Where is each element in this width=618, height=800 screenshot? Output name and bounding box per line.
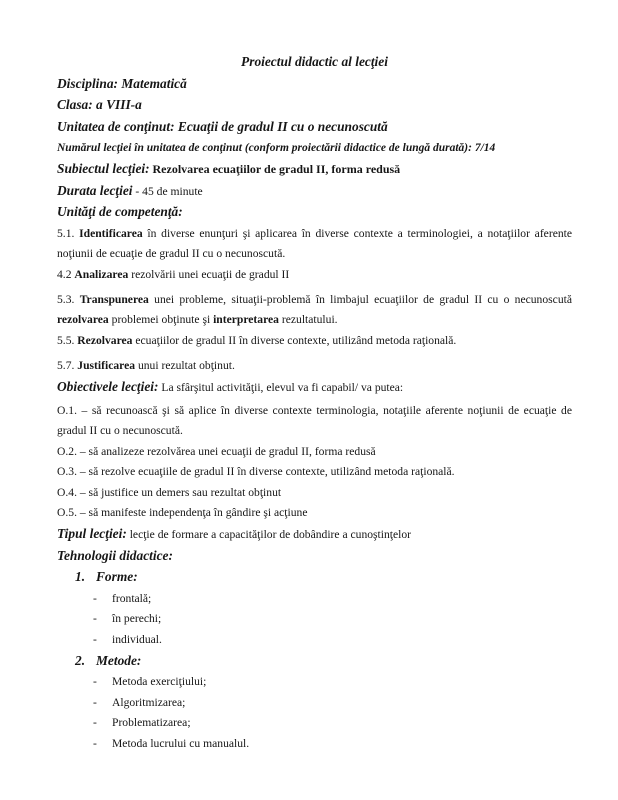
dash-bullet: -: [93, 591, 97, 605]
competenta-text: problemei obţinute şi: [111, 313, 211, 327]
dash-bullet: -: [93, 695, 97, 709]
line-tipul: [57, 524, 572, 546]
line-numarul: [57, 138, 572, 159]
competenta-keyword: Transpunerea: [79, 292, 149, 306]
competenta-text: unui rezultat obţinut.: [137, 359, 235, 373]
obiective-intro: La sfârşitul activităţii, elevul va fi capabil/ va putea:: [161, 380, 404, 394]
list-item-text: Metoda exerciţiului;: [112, 675, 207, 689]
list-item-text: individual.: [112, 633, 162, 647]
competenta-text: în diverse enunţuri şi aplicarea în diverse contexte a terminologiei, a notaţiilor aferente noţiunii de ecuaţie de gradul II cu o necunoscută.: [57, 226, 573, 261]
list-heading-forme: [57, 567, 572, 589]
competenta-text: rezolvării unei ecuaţii de gradul II: [131, 267, 290, 281]
competenta-keyword: Identificarea: [79, 226, 143, 240]
competenta-keyword: Justificarea: [77, 359, 136, 373]
list-item-metode-4: [57, 734, 572, 755]
competenta-text: unei probleme, situaţii-problemă în limbajul ecuaţiilor de gradul II cu o necunoscută: [154, 292, 572, 306]
dash-bullet: -: [93, 633, 97, 647]
list-item-metode-1: [57, 672, 572, 693]
list-item-text: Algoritmizarea;: [112, 695, 186, 709]
competenta-number: 5.1.: [57, 226, 75, 240]
tehnologii-heading-text: Tehnologii didactice:: [57, 547, 173, 563]
line-durata: [57, 181, 572, 203]
competente-heading-text: Unităţi de competenţă:: [57, 204, 183, 220]
unitatea-text: Unitatea de conţinut: Ecuaţii de gradul II cu o necunoscută: [57, 118, 388, 134]
competenta-number: 4.2: [57, 267, 72, 281]
competenta-number: 5.5.: [57, 333, 75, 347]
line-obiective-heading: [57, 377, 572, 399]
competenta-keyword: rezolvarea: [57, 313, 109, 327]
list-heading-label: Metode:: [96, 652, 142, 668]
obiective-label: Obiectivele lecţiei:: [57, 378, 159, 394]
line-competente-heading: [57, 202, 572, 224]
line-obiectiv-o2: [57, 442, 572, 463]
tipul-label: Tipul lecţiei:: [57, 526, 127, 542]
list-heading-metode: [57, 651, 572, 673]
dash-bullet: -: [93, 612, 97, 626]
durata-label: Durata lecţiei: [57, 182, 133, 198]
dash-bullet: -: [93, 675, 97, 689]
list-item-text: în perechi;: [112, 612, 162, 626]
dash-bullet: -: [93, 737, 97, 750]
numarul-text: Numărul lecţiei în unitatea de conţinut (conform proiectării didactice de lungă durată): 7/14: [57, 142, 496, 155]
list-number: 2.: [75, 652, 86, 668]
line-competenta-5-1: [57, 224, 572, 265]
competenta-number: 5.3.: [57, 292, 75, 306]
line-competenta-5-3: [57, 290, 572, 331]
line-competenta-5-7: [57, 356, 572, 377]
competenta-number: 5.7.: [57, 359, 75, 373]
line-obiectiv-o3: [57, 462, 572, 483]
obiectiv-text: O.3. – să rezolve ecuaţiile de gradul II în diverse contexte, utilizând metoda raţională.: [57, 465, 455, 479]
competenta-keyword: Analizarea: [74, 267, 129, 281]
line-obiectiv-o5: [57, 503, 572, 524]
document-title-text: Proiectul didactic al lecţiei: [241, 54, 388, 69]
subiect-label: Subiectul lecţiei:: [57, 160, 150, 176]
line-competenta-5-5: [57, 331, 572, 352]
obiectiv-text: O.5. – să manifeste independenţa în gândire şi acţiune: [57, 506, 308, 520]
obiectiv-text: O.1. – să recunoască şi să aplice în diverse contexte terminologia, notaţiile aferente noţiunii de ecuaţie de gradul II cu o necunoscută.: [57, 403, 572, 438]
list-item-metode-2: [57, 693, 572, 714]
line-tehnologii-heading: [57, 546, 572, 568]
competenta-keyword: interpretarea: [213, 313, 279, 327]
line-unitatea: [57, 117, 572, 139]
line-disciplina: [57, 74, 572, 96]
disciplina-text: Disciplina: Matematică: [57, 75, 187, 91]
list-item-text: frontală;: [112, 591, 152, 605]
competenta-keyword: Rezolvarea: [77, 333, 133, 347]
list-heading-label: Forme:: [96, 569, 138, 585]
subiect-value: Rezolvarea ecuaţiilor de gradul II, forma redusă: [152, 161, 401, 176]
line-obiectiv-o1: [57, 401, 572, 442]
clasa-text: Clasa: a VIII-a: [57, 97, 142, 113]
line-competenta-4-2: [57, 265, 572, 286]
list-item-text: Metoda lucrului cu manualul.: [112, 737, 250, 750]
list-item-forme-3: [57, 630, 572, 651]
durata-value: - 45 de minute: [135, 184, 203, 198]
line-obiectiv-o4: [57, 483, 572, 504]
obiectiv-text: O.2. – să analizeze rezolvărea unei ecuaţii de gradul II, forma redusă: [57, 444, 376, 458]
tipul-value: lecţie de formare a capacităţilor de dobândire a cunoştinţelor: [129, 528, 412, 542]
list-item-forme-2: [57, 609, 572, 630]
document-title: [57, 52, 572, 74]
list-number: 1.: [75, 569, 86, 585]
list-item-forme-1: [57, 589, 572, 610]
dash-bullet: -: [93, 716, 97, 730]
list-item-metode-3: [57, 713, 572, 734]
obiectiv-text: O.4. – să justifice un demers sau rezultat obţinut: [57, 485, 282, 499]
list-item-text: Problematizarea;: [112, 716, 191, 730]
competenta-text: rezultatului.: [281, 313, 338, 327]
line-subiect: [57, 159, 572, 181]
line-clasa: [57, 95, 572, 117]
competenta-text: ecuaţiilor de gradul II în diverse contexte, utilizând metoda raţională.: [135, 333, 457, 347]
